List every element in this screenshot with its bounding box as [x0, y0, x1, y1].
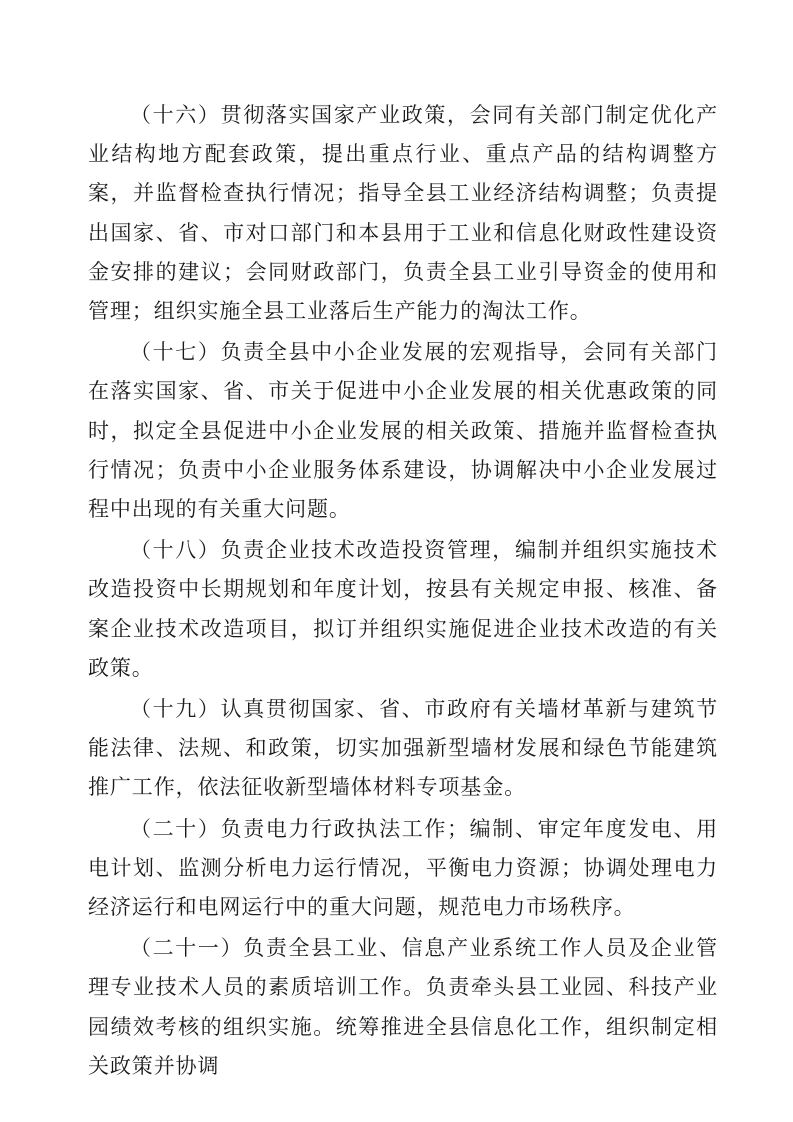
paragraph-19: （十九）认真贯彻国家、省、市政府有关墙材革新与建筑节能法律、法规、和政策，切实加强新型墙材发展和绿色节能建筑推广工作，依法征收新型墙体材料专项基金。 [88, 697, 718, 800]
paragraph-21: （二十一）负责全县工业、信息产业系统工作人员及企业管理专业技术人员的素质培训工作。负责牵头县工业园、科技产业园绩效考核的组织实施。统筹推进全县信息化工作，组织制定相关政策并协调 [88, 936, 718, 1078]
paragraph-17: （十七）负责全县中小企业发展的宏观指导，会同有关部门在落实国家、省、市关于促进中小企业发展的相关优惠政策的同时，拟定全县促进中小企业发展的相关政策、措施并监督检查执行情况；负责中小企业服务体系建设，协调解决中小企业发展过程中出现的有关重大问题。 [88, 340, 718, 522]
paragraph-18: （十八）负责企业技术改造投资管理，编制并组织实施技术改造投资中长期规划和年度计划，按县有关规定申报、核准、备案企业技术改造项目，拟订并组织实施促进企业技术改造的有关政策。 [88, 538, 718, 680]
paragraph-16: （十六）贯彻落实国家产业政策，会同有关部门制定优化产业结构地方配套政策，提出重点行业、重点产品的结构调整方案，并监督检查执行情况；指导全县工业经济结构调整；负责提出国家、省、市对口部门和本县用于工业和信息化财政性建设资金安排的建议；会同财政部门，负责全县工业引导资金的使用和管理；组织实施全县工业落后生产能力的淘汰工作。 [88, 103, 718, 324]
document-page [88, 96, 718, 1088]
paragraph-20: （二十）负责电力行政执法工作；编制、审定年度发电、用电计划、监测分析电力运行情况，平衡电力资源；协调处理电力经济运行和电网运行中的重大问题，规范电力市场秩序。 [88, 816, 718, 920]
